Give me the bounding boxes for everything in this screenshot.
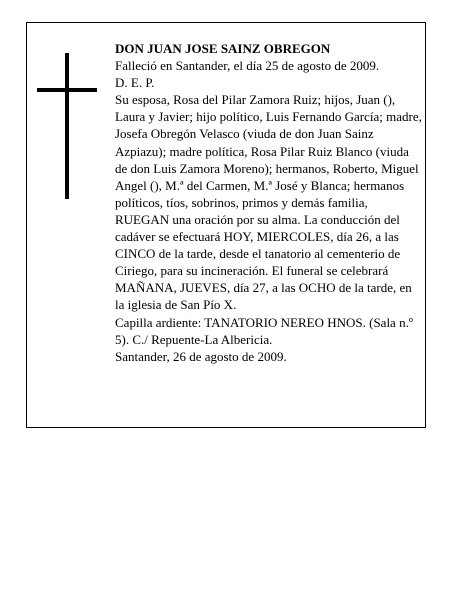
funeral-details: RUEGAN una oración por su alma. La conducción del cadáver se efectuará HOY, MIERCOLES, día 26, a las CINCO de la tarde, desde el tanatorio al cementerio de Ciriego, para su incineración. El funeral se celebrará MAÑANA, JUEVES, día 27, a las OCHO de la tarde, en la iglesia de San Pío X. bbox=[115, 211, 412, 313]
deceased-name: DON JUAN JOSE SAINZ OBREGON bbox=[115, 41, 331, 56]
chapel-info: Capilla ardiente: TANATORIO NEREO HNOS. (Sala n.º 5). C./ Repuente-La Albericia. bbox=[115, 314, 413, 347]
death-statement: Falleció en Santander, el día 25 de agosto de 2009. bbox=[115, 58, 380, 74]
cross-horizontal-bar bbox=[37, 88, 97, 92]
rest-in-peace: D. E. P. bbox=[115, 75, 155, 91]
obituary-notice bbox=[26, 22, 426, 428]
cross-vertical-bar bbox=[65, 53, 69, 199]
family-list: Su esposa, Rosa del Pilar Zamora Ruiz; hijos, Juan (), Laura y Javier; hijo político, Luis Fernando García; madre, Josefa Obregón Velasco (viuda de don Juan Sainz Azpiazu); madre política, Rosa Pilar Ruiz Blanco (viuda de don Luis Zamora Moreno); hermanos, Roberto, Miguel Angel (), M.ª del Carmen, M.ª José y Blanca; hermanos políticos, tíos, sobrinos, primos y demás familia, bbox=[115, 92, 422, 210]
notice-body bbox=[115, 40, 423, 365]
place-and-date: Santander, 26 de agosto de 2009. bbox=[115, 348, 287, 364]
cross-icon bbox=[37, 53, 97, 199]
